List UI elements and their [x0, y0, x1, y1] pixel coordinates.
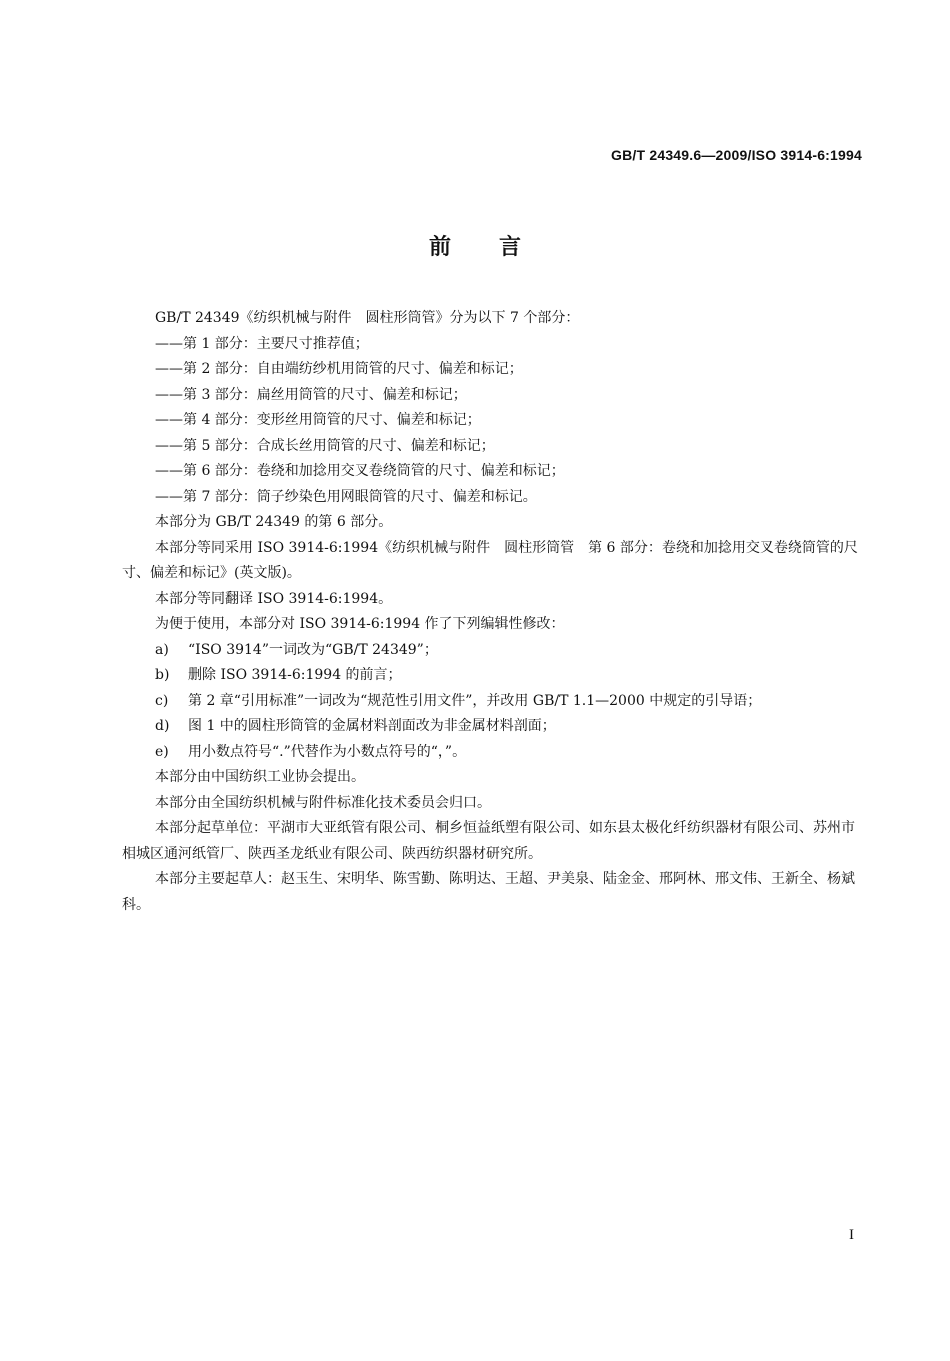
part-of-paragraph: 本部分为 GB/T 24349 的第 6 部分。	[155, 514, 393, 530]
drafters-paragraph: 本部分主要起草人：赵玉生、宋明华、陈雪勤、陈明达、王超、尹美泉、陆金金、邢阿林、邢文伟、王新全、杨斌科。	[122, 871, 855, 913]
change-text: 用小数点符号“.”代替作为小数点符号的“，”。	[188, 743, 467, 760]
change-item-e	[122, 740, 866, 766]
adoption-paragraph: 本部分等同采用 ISO 3914-6:1994《纺织机械与附件 圆柱形筒管 第 6 部分：卷绕和加捻用交叉卷绕筒管的尺寸、偏差和标记》(英文版)。	[122, 539, 858, 581]
intro-paragraph: GB/T 24349《纺织机械与附件 圆柱形筒管》分为以下 7 个部分：	[155, 310, 580, 326]
page-number: I	[849, 1227, 854, 1243]
part-item-1: ——第 1 部分：主要尺寸推荐值；	[155, 335, 369, 352]
change-item-c	[122, 689, 866, 715]
part-item-6: ——第 6 部分：卷绕和加捻用交叉卷绕筒管的尺寸、偏差和标记；	[155, 463, 565, 479]
part-item-7: ——第 7 部分：筒子纱染色用网眼筒管的尺寸、偏差和标记。	[155, 488, 537, 505]
part-item-4: ——第 4 部分：变形丝用筒管的尺寸、偏差和标记；	[155, 412, 481, 428]
centralized-by-paragraph: 本部分由全国纺织机械与附件标准化技术委员会归口。	[155, 794, 491, 811]
change-text: 第 2 章“引用标准”一词改为“规范性引用文件”，并改用 GB/T 1.1—2000 中规定的引导语；	[188, 692, 762, 709]
page-title: 前言	[428, 235, 569, 260]
change-text: 删除 ISO 3914-6:1994 的前言；	[188, 667, 402, 683]
list-marker: b)	[155, 667, 170, 683]
part-item-2: ——第 2 部分：自由端纺纱机用筒管的尺寸、偏差和标记；	[155, 361, 523, 377]
part-item-3: ——第 3 部分：扁丝用筒管的尺寸、偏差和标记；	[155, 386, 467, 403]
changes-intro-paragraph: 为便于使用，本部分对 ISO 3914-6:1994 作了下列编辑性修改：	[155, 616, 565, 632]
change-text: 图 1 中的圆柱形筒管的金属材料剖面改为非金属材料剖面；	[188, 718, 556, 734]
document-body	[122, 306, 866, 918]
change-text: “ISO 3914”一词改为“GB/T 24349”；	[188, 641, 438, 658]
change-item-a	[122, 638, 866, 664]
change-item-b	[122, 663, 866, 689]
translation-paragraph: 本部分等同翻译 ISO 3914-6:1994。	[155, 590, 393, 607]
proposed-by-paragraph: 本部分由中国纺织工业协会提出。	[155, 769, 365, 785]
change-item-d	[122, 714, 866, 740]
list-marker: c)	[155, 692, 169, 709]
drafting-units-paragraph: 本部分起草单位：平湖市大亚纸管有限公司、桐乡恒益纸塑有限公司、如东县太极化纤纺织器材有限公司、苏州市相城区通河纸管厂、陕西圣龙纸业有限公司、陕西纺织器材研究所。	[122, 820, 855, 862]
list-marker: e)	[155, 743, 169, 760]
list-marker: a)	[155, 641, 169, 658]
list-marker: d)	[155, 718, 170, 734]
standard-number: GB/T 24349.6—2009/ISO 3914-6:1994	[611, 147, 862, 163]
part-item-5: ——第 5 部分：合成长丝用筒管的尺寸、偏差和标记；	[155, 437, 495, 454]
